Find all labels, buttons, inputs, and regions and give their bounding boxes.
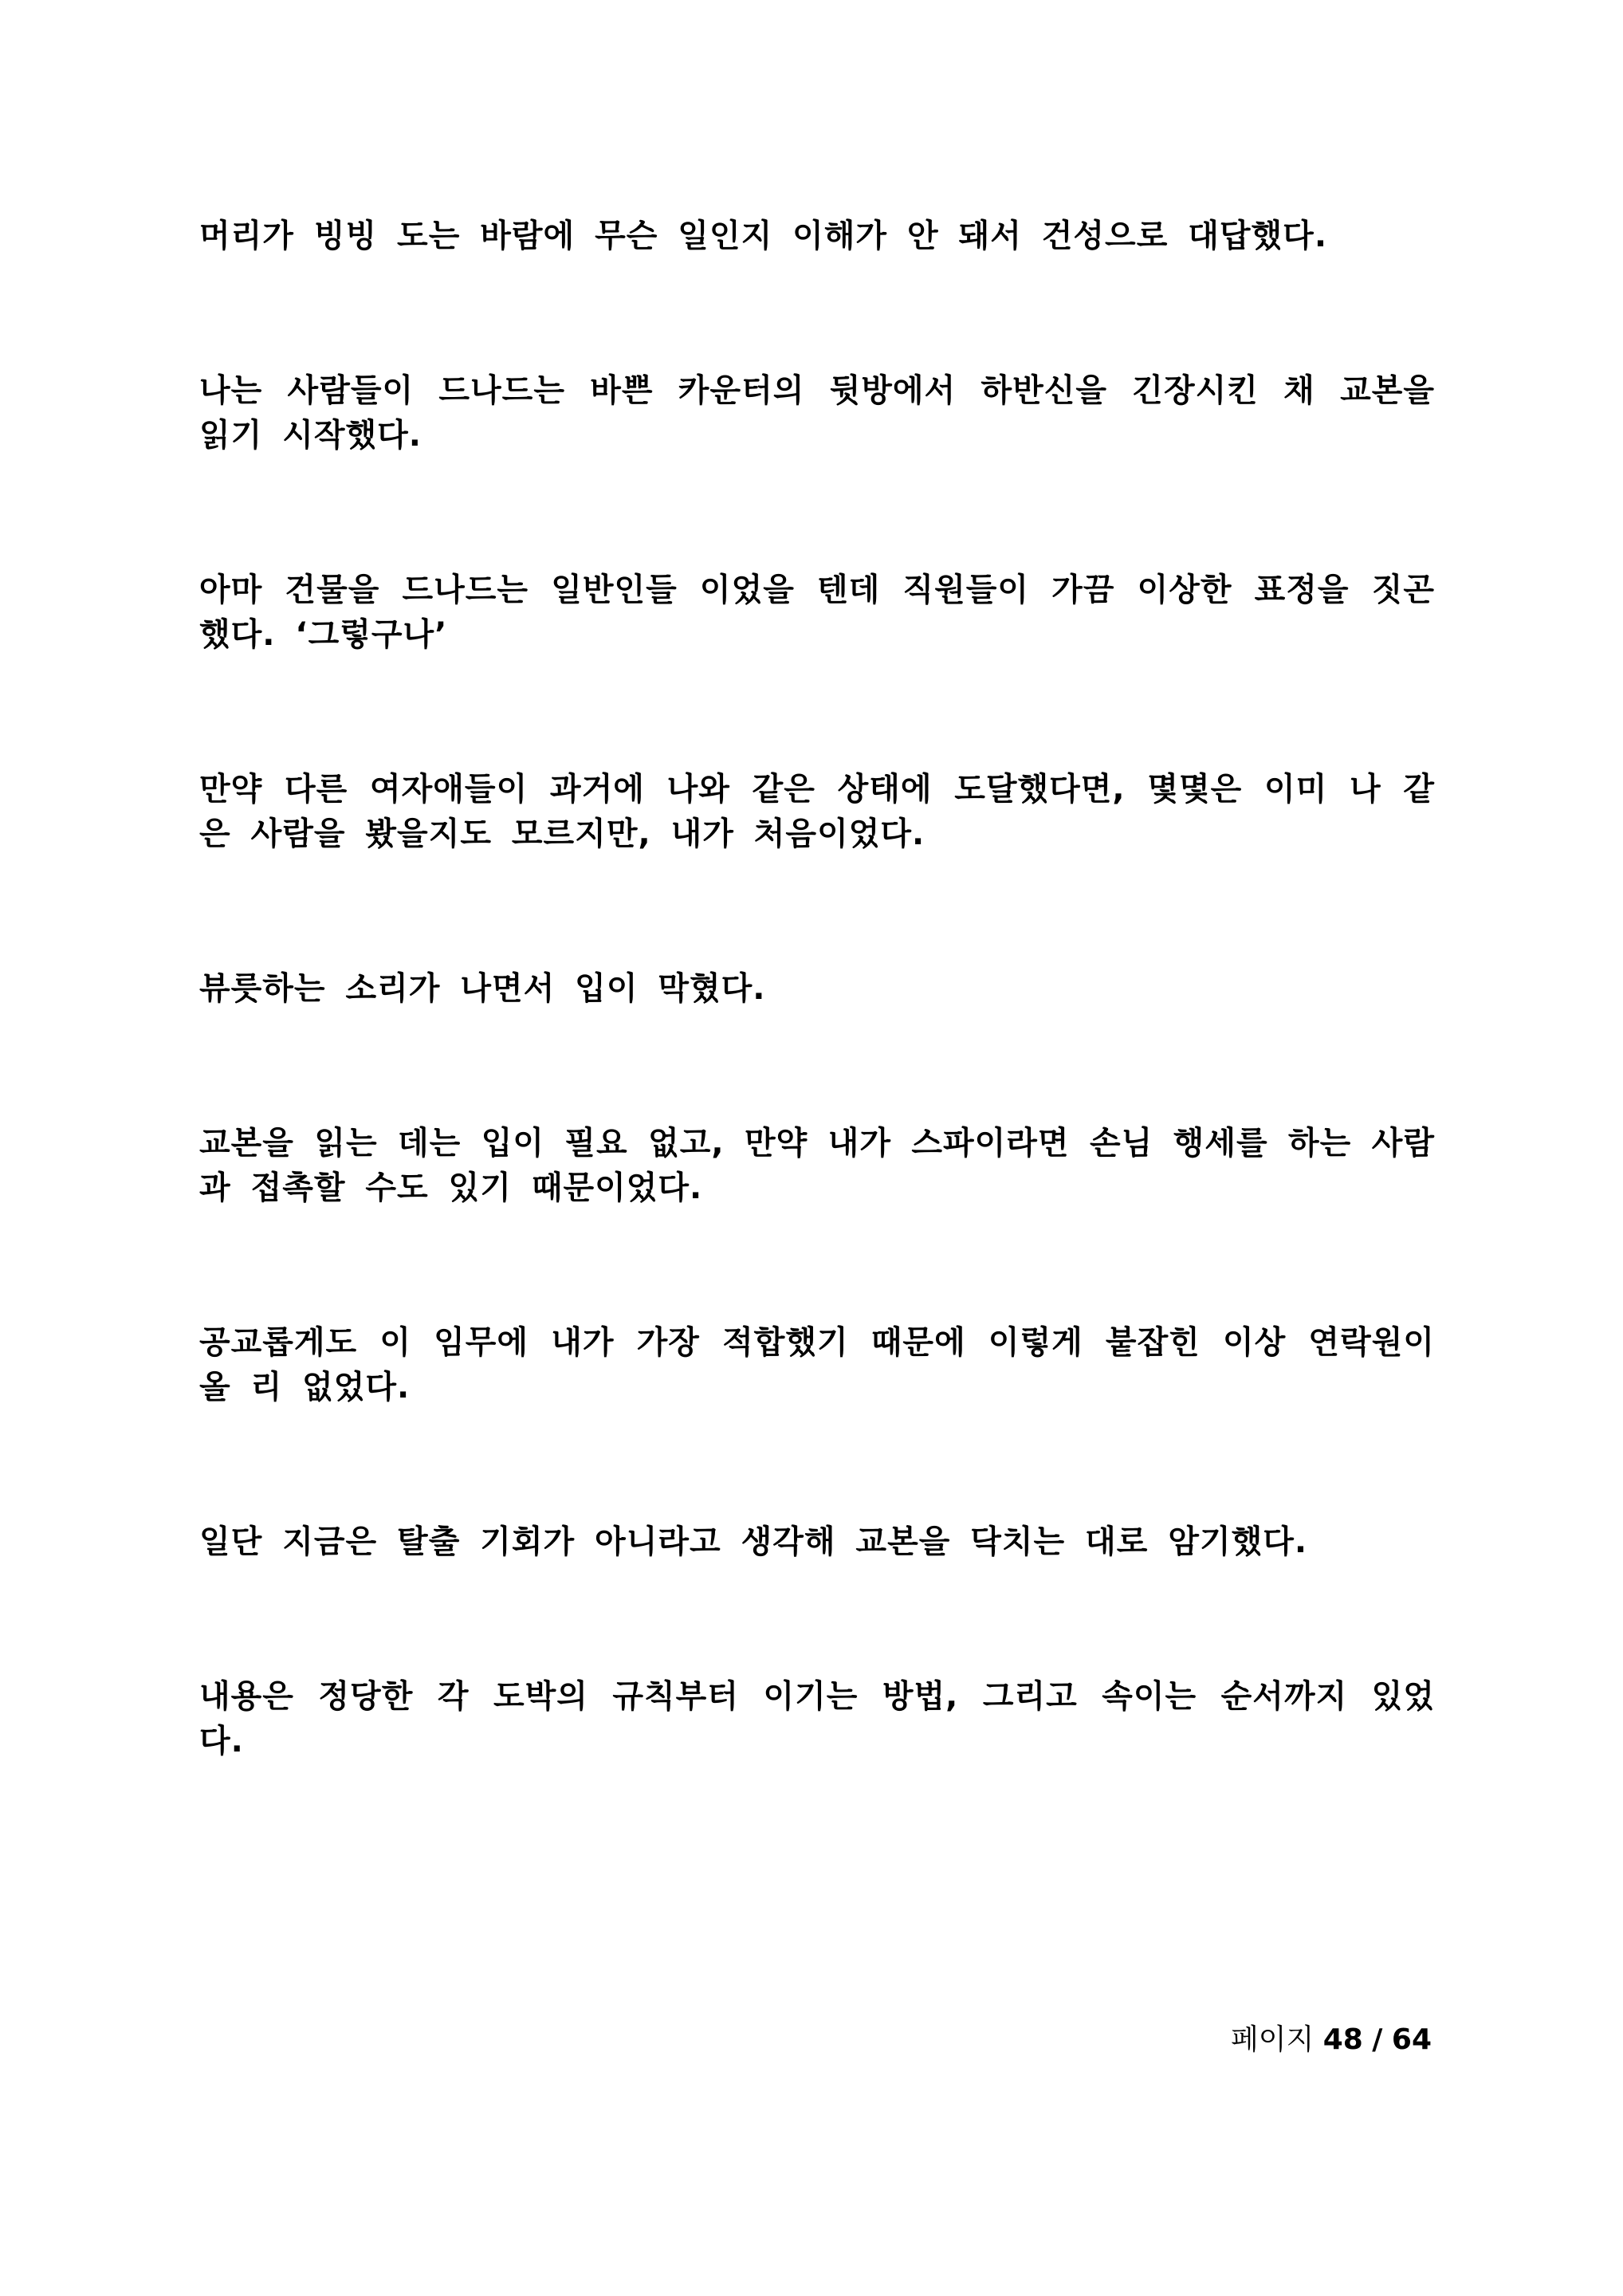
body-text (199, 214, 1435, 1873)
page-separator: / (1372, 2023, 1383, 2056)
paragraph-2: 나는 사람들이 드나드는 바쁜 카운터의 뒷방에서 하반신을 긴장시킨 채 교본을 읽기 시작했다. (199, 372, 1435, 454)
paragraph-1: 머리가 빙빙 도는 바람에 무슨 일인지 이해가 안 돼서 건성으로 대답했다. (199, 218, 1328, 254)
current-page-number: 48 (1322, 2023, 1363, 2056)
page-label: 페이지 (1230, 2023, 1315, 2056)
page-number-footer (1231, 2021, 1432, 2059)
total-page-count: 64 (1391, 2023, 1432, 2056)
paragraph-4: 만약 다른 여자애들이 과거에 나와 같은 상태에 도달했다면, 몇몇은 이미 나 같은 사람을 봤을지도 모르지만, 내가 처음이었다. (199, 771, 1435, 852)
paragraph-8: 일단 지금은 탈출 기회가 아니라고 생각해 교본을 닥치는 대로 암기했다. (199, 1523, 1308, 1560)
paragraph-9: 내용은 정당한 각 도박의 규칙부터 이기는 방법, 그리고 속이는 순서까지 있었다. (199, 1678, 1435, 1759)
paragraph-3: 아마 건물을 드나드는 일반인들 이었을 텐데 직원들이 가끔 이상한 표정을 짓곤 했다. ‘그렇구나’ (199, 572, 1435, 653)
paragraph-5: 뷰릇하는 소리가 나면서 입이 막혔다. (199, 970, 766, 1007)
paragraph-6: 교본을 읽는 데는 입이 필요 없고, 만약 내가 스파이라면 손님 행세를 하는 사람과 접촉할 수도 있기 때문이었다. (199, 1125, 1435, 1206)
paragraph-7: 공교롭게도 이 임무에 내가 가장 적합했기 때문에 이렇게 붙잡힌 이상 연락원이 올 리 없었다. (199, 1324, 1435, 1406)
